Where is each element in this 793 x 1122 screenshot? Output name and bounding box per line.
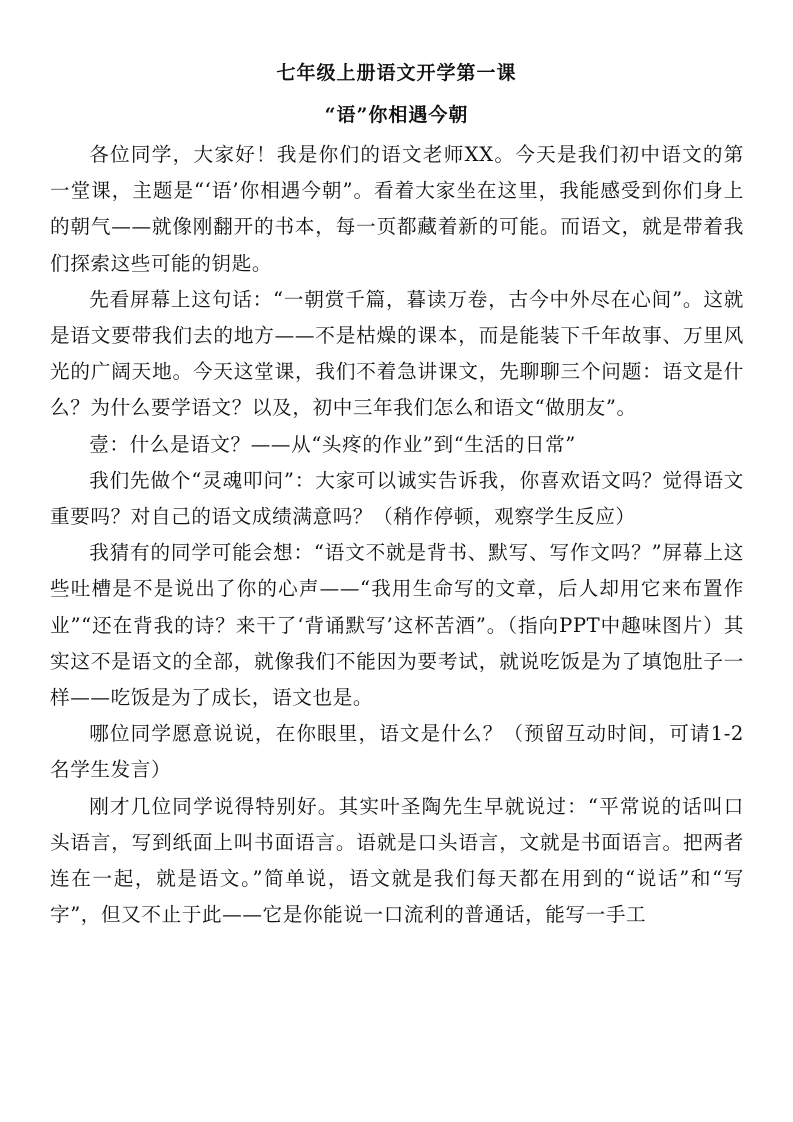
paragraph-ye-shengtao: 刚才几位同学说得特别好。其实叶圣陶先生早就说过：“平常说的话叫口头语言，写到纸面上叫书面语言。语就是口头语言，文就是书面语言。把两者连在一起，就是语文。”简单说，语文就是我们每天都在用到的“说话”和“写字”，但又不止于此——它是你能说一口流利的普通话，能写一手工 <box>50 794 744 927</box>
section-heading-one: 壹：什么是语文？——从“头疼的作业”到“生活的日常” <box>89 432 576 456</box>
paragraph-interaction: 哪位同学愿意说说，在你眼里，语文是什么？（预留互动时间，可请1-2名学生发言） <box>50 722 744 782</box>
paragraph-soul-question: 我们先做个“灵魂叩问”：大家可以诚实告诉我，你喜欢语文吗？觉得语文重要吗？对自己的语文成绩满意吗？（稍作停顿，观察学生反应） <box>50 468 744 529</box>
document-body <box>50 137 744 933</box>
paragraph-complaints: 我猜有的同学可能会想：“语文不就是背书、默写、写作文吗？”屏幕上这些吐槽是不是说出了你的心声——“我用生命写的文章，后人却用它来布置作业”“还在背我的诗？来干了‘背诵默写’这杯苦酒”。（指向PPT中趣味图片）其实这不是语文的全部，就像我们不能因为要考试，就说吃饭是为了填饱肚子一样——吃饭是为了成长，语文也是。 <box>50 541 744 710</box>
paragraph-greeting: 各位同学，大家好！我是你们的语文老师XX。今天是我们初中语文的第一堂课，主题是“‘语’你相遇今朝”。看着大家坐在这里，我能感受到你们身上的朝气——就像刚翻开的书本，每一页都藏着新的可能。而语文，就是带着我们探索这些可能的钥匙。 <box>50 143 744 275</box>
document-subtitle: “语”你相遇今朝 <box>324 104 469 126</box>
document-title: 七年级上册语文开学第一课 <box>276 62 517 84</box>
paragraph-screen-quote: 先看屏幕上这句话：“一朝赏千篇，暮读万卷，古今中外尽在心间”。这就是语文要带我们去的地方——不是枯燥的课本，而是能装下千年故事、万里风光的广阔天地。今天这堂课，我们不着急讲课文，先聊聊三个问题：语文是什么？为什么要学语文？以及，初中三年我们怎么和语文“做朋友”。 <box>50 287 744 420</box>
